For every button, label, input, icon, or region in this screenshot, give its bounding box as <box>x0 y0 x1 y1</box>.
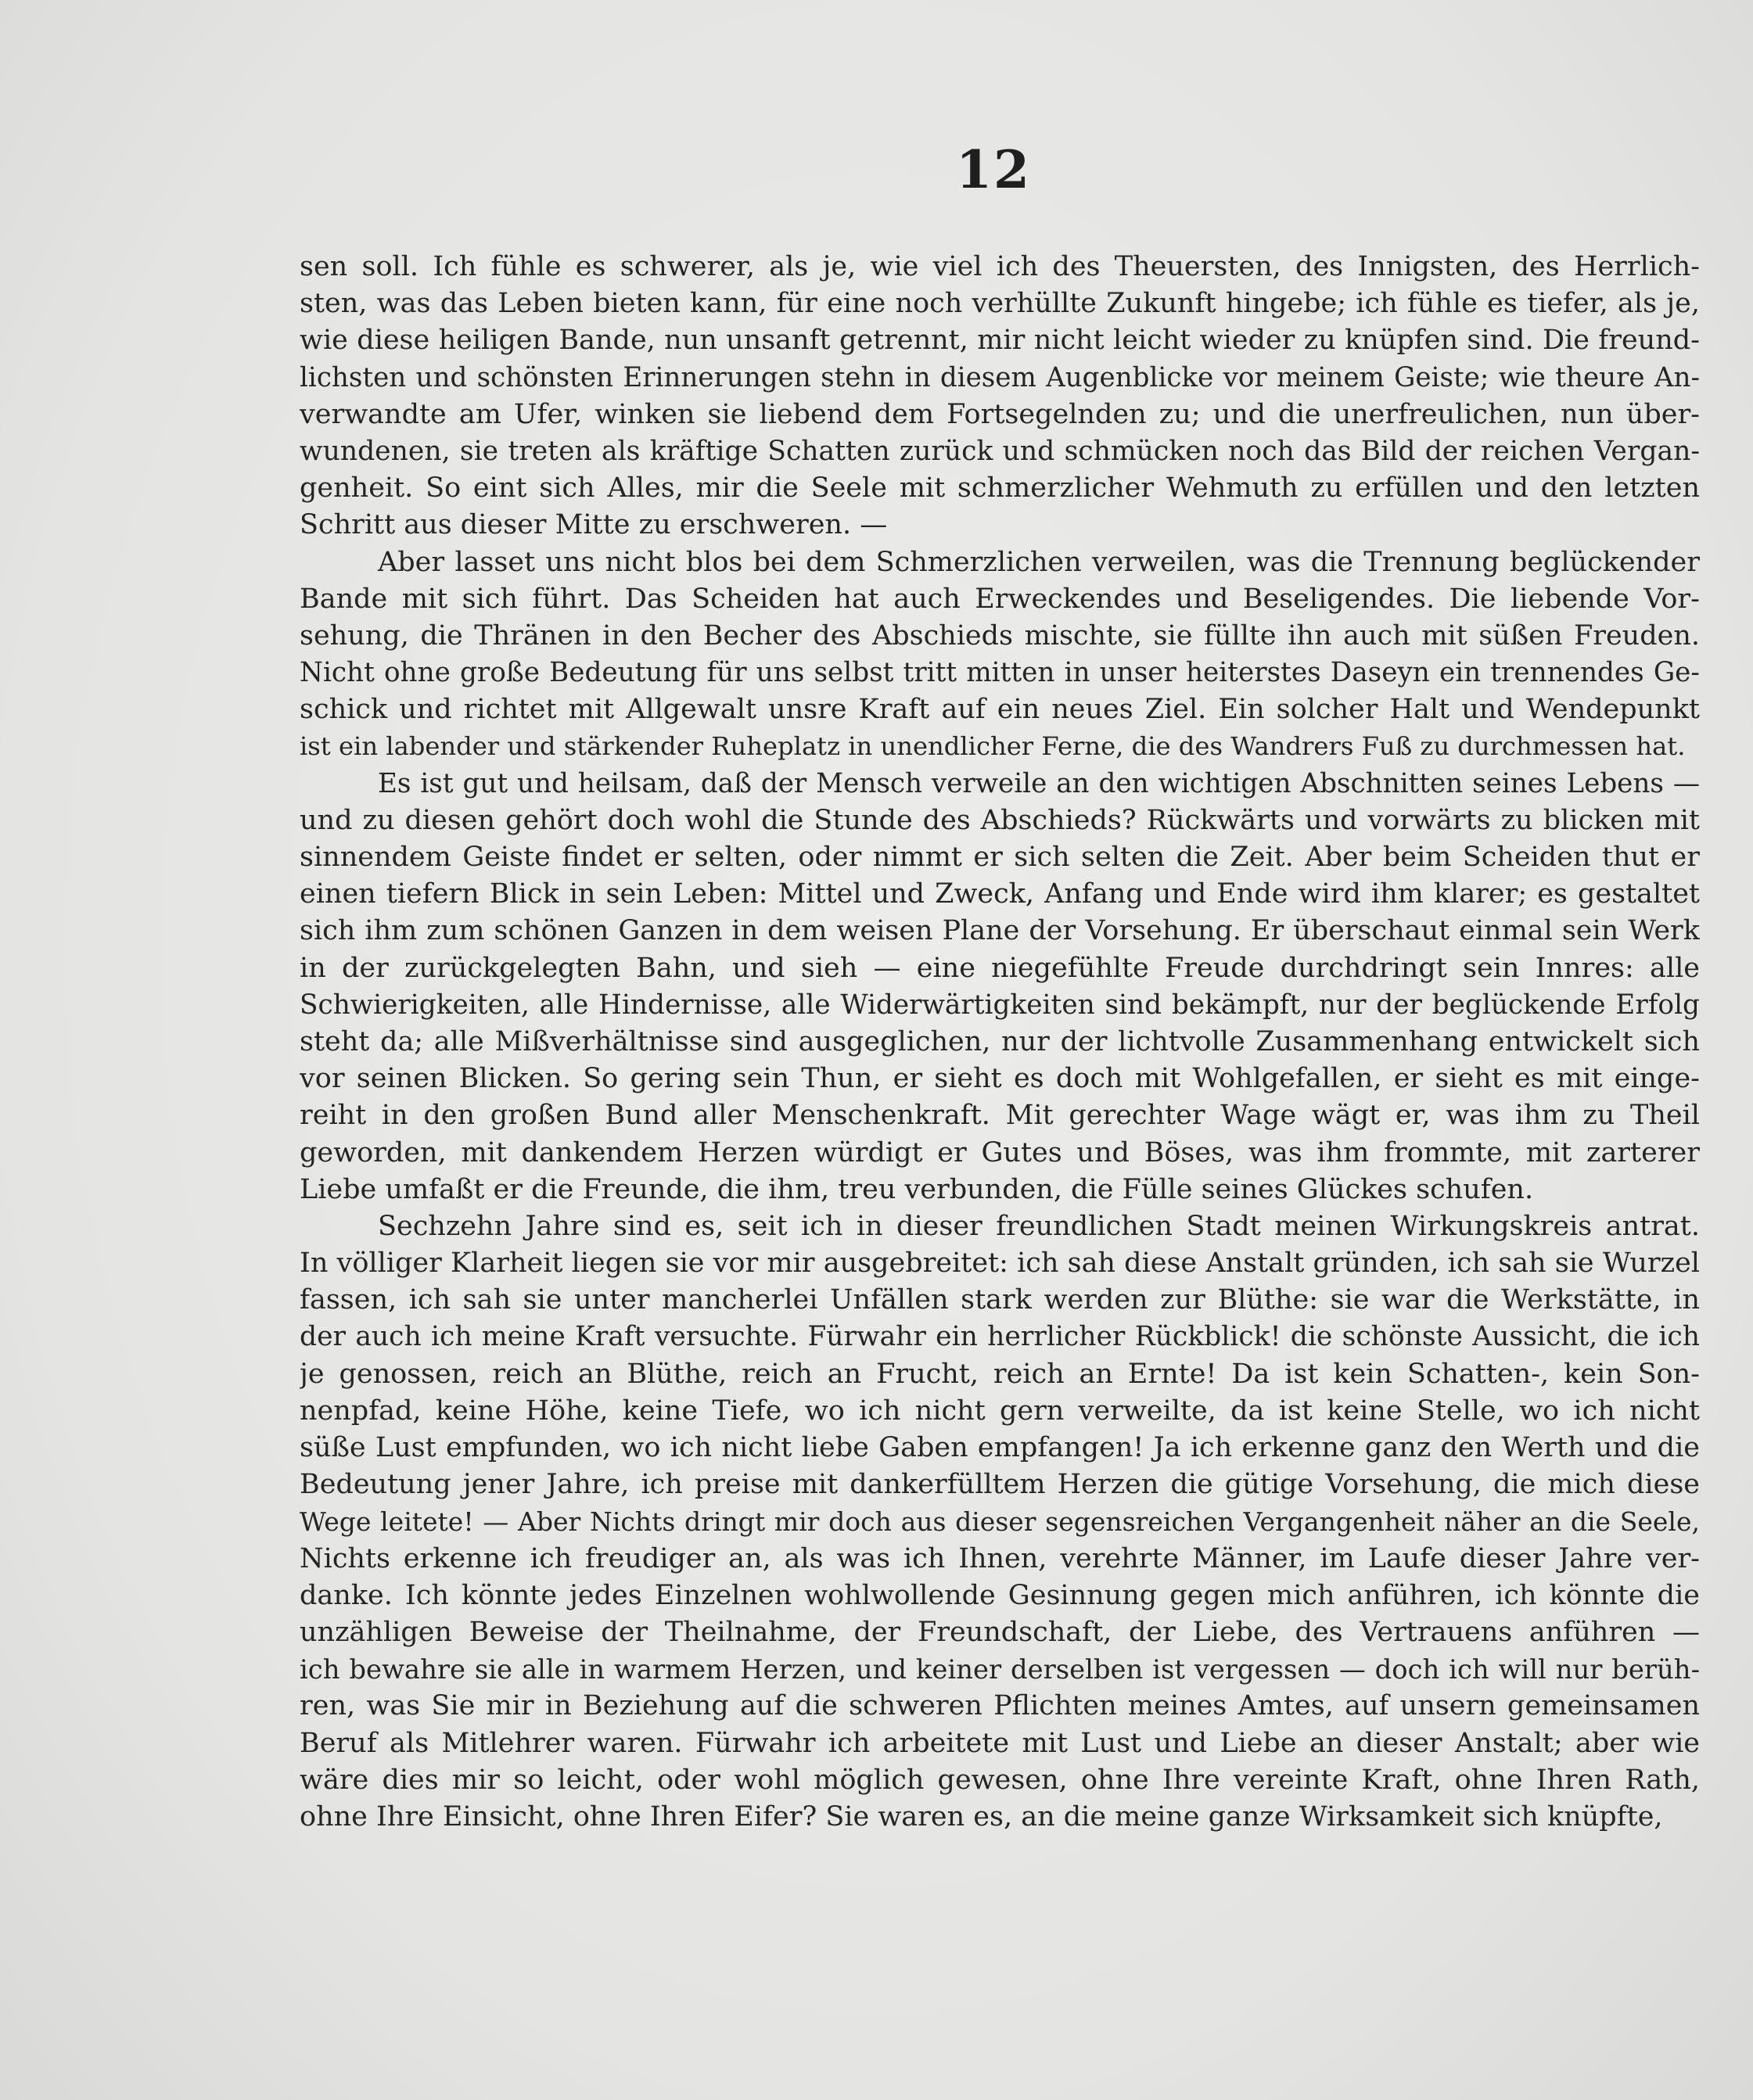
text-line: Liebe umfaßt er die Freunde, die ihm, treu verbunden, die Fülle seines Glückes schufen. <box>300 1173 1534 1205</box>
body-text <box>300 249 1700 1836</box>
text-line: Aber lasset uns nicht blos bei dem Schmerzlichen verweilen, was die Trennung beglückender <box>378 546 1700 578</box>
text-line: danke. Ich könnte jedes Einzelnen wohlwollende Gesinnung gegen mich anführen, ich könnte die <box>300 1579 1700 1611</box>
text-line: reiht in den großen Bund aller Menschenkraft. Mit gerechter Wage wägt er, was ihm zu Theil <box>300 1100 1700 1132</box>
text-line: sen soll. Ich fühle es schwerer, als je, wie viel ich des Theuersten, des Innigsten, des Herrlich- <box>300 251 1700 282</box>
text-line: Wege leitete! — Aber Nichts dringt mir doch aus dieser segensreichen Vergangenheit näher an die Seele, <box>300 1506 1700 1538</box>
paragraph <box>300 249 1700 544</box>
text-line: und zu diesen gehört doch wohl die Stunde des Abschieds? Rückwärts und vorwärts zu blicken mit <box>300 804 1700 836</box>
text-line: genheit. So eint sich Alles, mir die Seele mit schmerzlicher Wehmuth zu erfüllen und den letzten <box>300 472 1700 504</box>
paragraph <box>300 766 1700 1208</box>
text-line: wie diese heiligen Bande, nun unsanft getrennt, mir nicht leicht wieder zu knüpfen sind. Die freund- <box>300 325 1700 357</box>
text-line: je genossen, reich an Blüthe, reich an Frucht, reich an Ernte! Da ist kein Schatten-, kein Son- <box>300 1358 1700 1390</box>
text-line: steht da; alle Mißverhältnisse sind ausgeglichen, nur der lichtvolle Zusammenhang entwickelt sich <box>300 1025 1700 1057</box>
text-line: fassen, ich sah sie unter mancherlei Unfällen stark werden zur Blüthe: sie war die Werkstätte, in <box>300 1284 1700 1316</box>
text-line: sich ihm zum schönen Ganzen in dem weisen Plane der Vorsehung. Er überschaut einmal sein Werk <box>300 915 1700 947</box>
text-line: nenpfad, keine Höhe, keine Tiefe, wo ich nicht gern verweilte, da ist keine Stelle, wo ich nicht <box>300 1395 1700 1427</box>
text-line: sinnendem Geiste findet er selten, oder nimmt er sich selten die Zeit. Aber beim Scheiden thut er <box>300 842 1700 873</box>
text-line: verwandte am Ufer, winken sie liebend dem Fortsegelnden zu; und die unerfreulichen, nun über- <box>300 398 1700 430</box>
text-line: einen tiefern Blick in sein Leben: Mittel und Zweck, Anfang und Ende wird ihm klarer; es gestaltet <box>300 878 1700 910</box>
text-line: unzähligen Beweise der Theilnahme, der Freundschaft, der Liebe, des Vertrauens anführen — <box>300 1616 1700 1648</box>
text-line: Bedeutung jener Jahre, ich preise mit dankerfülltem Herzen die gütige Vorsehung, die mich diese <box>300 1469 1700 1501</box>
paragraph <box>300 544 1700 766</box>
text-line: Schritt aus dieser Mitte zu erschweren. — <box>300 509 888 541</box>
text-line: ich bewahre sie alle in warmem Herzen, und keiner derselben ist vergessen — doch ich will nur berüh- <box>300 1654 1700 1685</box>
text-line: Bande mit sich führt. Das Scheiden hat auch Erweckendes und Beseligendes. Die liebende Vor- <box>300 583 1700 615</box>
text-line: Nichts erkenne ich freudiger an, als was ich Ihnen, verehrte Männer, im Laufe dieser Jahre ver- <box>300 1542 1700 1574</box>
text-line: ren, was Sie mir in Beziehung auf die schweren Pflichten meines Amtes, auf unsern gemeinsamen <box>300 1690 1700 1722</box>
text-line: ohne Ihre Einsicht, ohne Ihren Eifer? Sie waren es, an die meine ganze Wirksamkeit sich knüpfte, <box>300 1800 1663 1833</box>
text-line: lichsten und schönsten Erinnerungen stehn in diesem Augenblicke vor meinem Geiste; wie theure An- <box>300 361 1700 393</box>
text-line: geworden, mit dankendem Herzen würdigt er Gutes und Böses, was ihm frommte, mit zarterer <box>300 1136 1700 1168</box>
text-line: süße Lust empfunden, wo ich nicht liebe Gaben empfangen! Ja ich erkenne ganz den Werth und die <box>300 1432 1700 1463</box>
text-line: schick und richtet mit Allgewalt unsre Kraft auf ein neues Ziel. Ein solcher Halt und Wendepunkt <box>300 694 1700 726</box>
text-line: ist ein labender und stärkender Ruheplatz in unendlicher Ferne, die des Wandrers Fuß zu durchmessen hat. <box>300 731 1686 762</box>
text-line: In völliger Klarheit liegen sie vor mir ausgebreitet: ich sah diese Anstalt gründen, ich sah sie Wurzel <box>300 1247 1700 1280</box>
text-line: sehung, die Thränen in den Becher des Abschieds mischte, sie füllte ihn auch mit süßen Freuden. <box>300 619 1700 652</box>
paragraph <box>300 1208 1700 1836</box>
text-line: Es ist gut und heilsam, daß der Mensch verweile an den wichtigen Abschnitten seines Lebens — <box>378 767 1700 799</box>
page-number: 12 <box>956 139 1031 200</box>
text-line: vor seinen Blicken. So gering sein Thun, er sieht es doch mit Wohlgefallen, er sieht es mit einge- <box>300 1063 1700 1095</box>
text-line: Beruf als Mitlehrer waren. Fürwahr ich arbeitete mit Lust und Liebe an dieser Anstalt; aber wie <box>300 1727 1700 1759</box>
text-line: der auch ich meine Kraft versuchte. Fürwahr ein herrlicher Rückblick! die schönste Aussicht, die ich <box>300 1321 1700 1353</box>
text-line: wundenen, sie treten als kräftige Schatten zurück und schmücken noch das Bild der reichen Vergan- <box>300 435 1700 467</box>
text-line: Schwierigkeiten, alle Hindernisse, alle Widerwärtigkeiten sind bekämpft, nur der beglückende Erfolg <box>300 989 1700 1021</box>
text-line: Nicht ohne große Bedeutung für uns selbst tritt mitten in unser heiterstes Daseyn ein trennendes Ge- <box>300 657 1700 689</box>
text-line: in der zurückgelegten Bahn, und sieh — eine niegefühlte Freude durchdringt sein Innres: alle <box>300 952 1700 984</box>
text-line: sten, was das Leben bieten kann, für eine noch verhüllte Zukunft hingebe; ich fühle es tiefer, als je, <box>300 288 1700 320</box>
text-line: wäre dies mir so leicht, oder wohl möglich gewesen, ohne Ihre vereinte Kraft, ohne Ihren Rath, <box>300 1764 1700 1796</box>
text-line: Sechzehn Jahre sind es, seit ich in dieser freundlichen Stadt meinen Wirkungskreis antrat. <box>378 1210 1700 1242</box>
